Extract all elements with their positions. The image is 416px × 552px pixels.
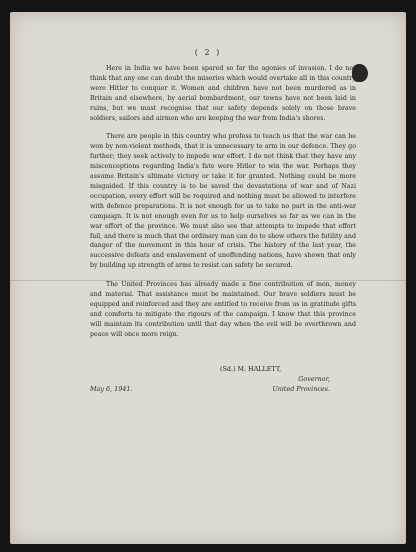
document-page bbox=[10, 12, 406, 544]
paragraph-2: There are people in this country who profess to teach us that the war can be won by non-violent methods, that it is unnecessary to arm in our defence. They go further; they seek actively to impede war effort. I do not think that they have any misconceptions regarding India's fate were Hitler to win the war. Perhaps they assume Britain's ultimate victory or take it for granted. Nothing could be more misguided. If this country is to be saved the devastations of war and of Nazi occupation, every effort will be required and nothing must be allowed to interfere with defence preparations. It is not enough for us to take no part in the anti-war campaign. It is not enough even for us to help ourselves so far as we can in the war effort of the province. We must also see that attempts to impede that effort fail, and there is much that the ordinary man can do to show others the futility and danger of the movement in this hour of crisis. The history of the last year, the successive defeats and enslavement of unoffending nations, have shown that only by building up strength of arms to resist can safety be secured. bbox=[90, 133, 356, 270]
letter-date: May 6, 1941. bbox=[90, 385, 133, 393]
signatory-title: Governor, bbox=[298, 375, 330, 383]
signatory-name: (Sd.) M. HALLETT, bbox=[220, 365, 282, 373]
paragraph-1: Here in India we have been spared so far the agonies of invasion. I do not think that any one can doubt the miseries which would overtake all in this country were Hitler to conquer it. Women and children have not been murdered as in Britain and elsewhere, by aerial bombardment, our towns have not been laid in ruins, but we must recognise that our safety depends solely on those brave soldiers, sailors and airmen who are keeping the war from India's shores. bbox=[90, 65, 356, 122]
page-number: ( 2 ) bbox=[194, 48, 222, 57]
signature-block bbox=[220, 364, 340, 394]
signatory-office: United Provinces. bbox=[272, 385, 330, 393]
paragraph-3: The United Provinces has already made a fine contribution of men, money and material. That assistance must be maintained. Our brave soldiers must be equipped and reinforced and they are entitled to receive from us in gratitude gifts and comforts to mitigate the rigours of the campaign. I know that this province will maintain its contribution until that day when the evil will be overthrown and peace will once more reign. bbox=[90, 281, 356, 338]
letter-body bbox=[90, 64, 356, 349]
